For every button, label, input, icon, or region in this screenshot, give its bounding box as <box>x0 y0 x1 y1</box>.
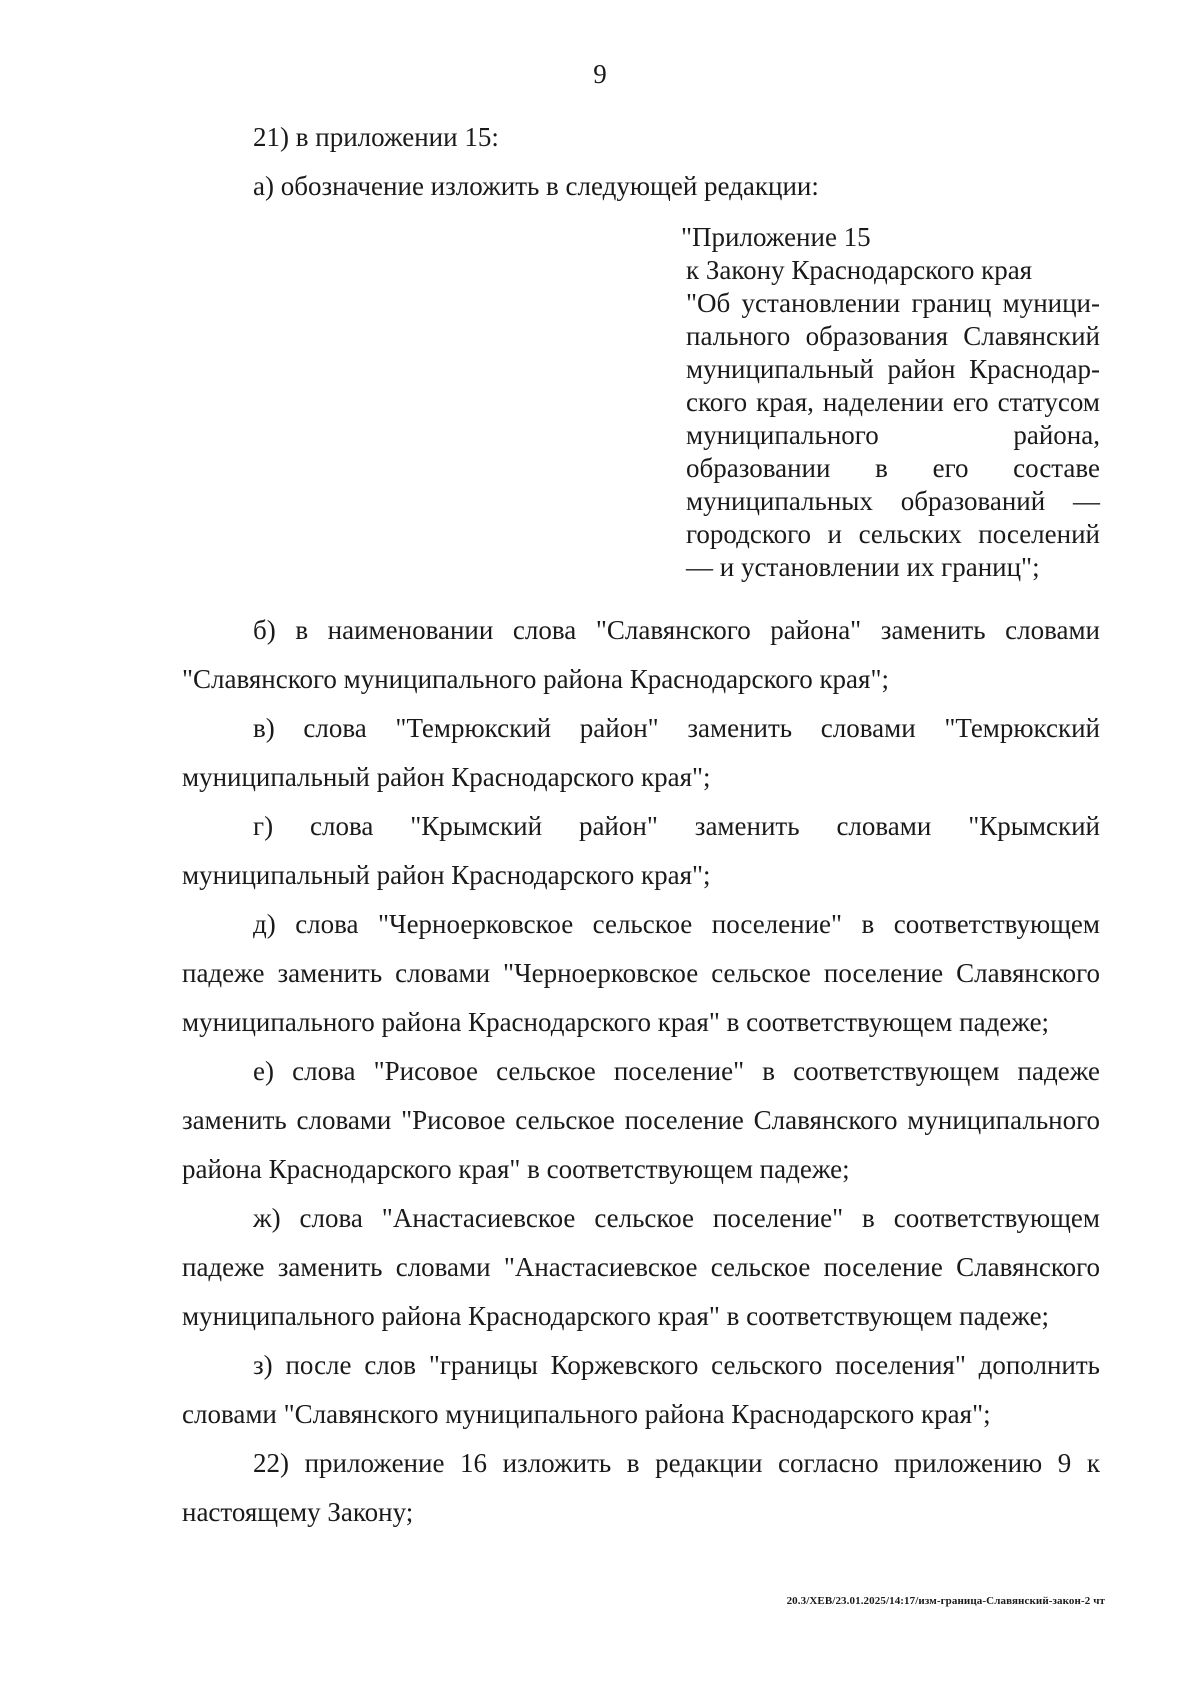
item-21-v: в) слова "Темрюкский район" заменить словами "Темрюкский муниципальный район Краснодарского края"; <box>182 713 1100 792</box>
item-22: 22) приложение 16 изложить в редакции согласно приложению 9 к настоящему Закону; <box>182 1448 1100 1527</box>
document-body <box>182 113 1100 1537</box>
item-21-zh: ж) слова "Анастасиевское сельское поселение" в соответствующем падеже заменить словами "Анастасиевское сельское поселение Славянского муниципального района Краснодарского края" в соответствующем падеже; <box>182 1203 1100 1331</box>
annex-subtitle: к Закону Краснодарского края <box>686 255 1033 285</box>
item-21-e: е) слова "Рисовое сельское поселение" в соответствующем падеже заменить словами "Рисовое сельское поселение Славянского муниципального района Краснодарского края" в соответствующем падеже; <box>182 1056 1100 1184</box>
item-21-a: а) обозначение изложить в следующей редакции: <box>253 171 819 201</box>
item-21-b: б) в наименовании слова "Славянского района" заменить словами "Славянского муниципального района Краснодарского края"; <box>182 615 1100 694</box>
item-21-z: з) после слов "границы Коржевского сельского поселения" дополнить словами "Славянского муниципального района Краснодарского края"; <box>182 1350 1100 1429</box>
annex-law-title: "Об установлении границ муниципального образования Славянский муниципальный район Краснодарского края, наделении его статусом муниципального района, образовании в его составе муниципальных образований — городского и сельских поселений — и установлении их границ"; <box>686 288 1100 582</box>
item-21: 21) в приложении 15: <box>253 122 499 152</box>
item-21-g: г) слова "Крымский район" заменить словами "Крымский муниципальный район Краснодарского края"; <box>182 811 1100 890</box>
annex-designation <box>681 221 1100 584</box>
document-footer-code: 20.3/ХЕВ/23.01.2025/14:17/изм-граница-Славянский-закон-2 чт <box>786 1595 1105 1607</box>
page-number: 9 <box>593 59 607 89</box>
annex-title: "Приложение 15 <box>681 222 871 252</box>
item-21-d: д) слова "Черноерковское сельское поселение" в соответствующем падеже заменить словами "Черноерковское сельское поселение Славянского муниципального района Краснодарского края" в соответствующем падеже; <box>182 909 1100 1037</box>
